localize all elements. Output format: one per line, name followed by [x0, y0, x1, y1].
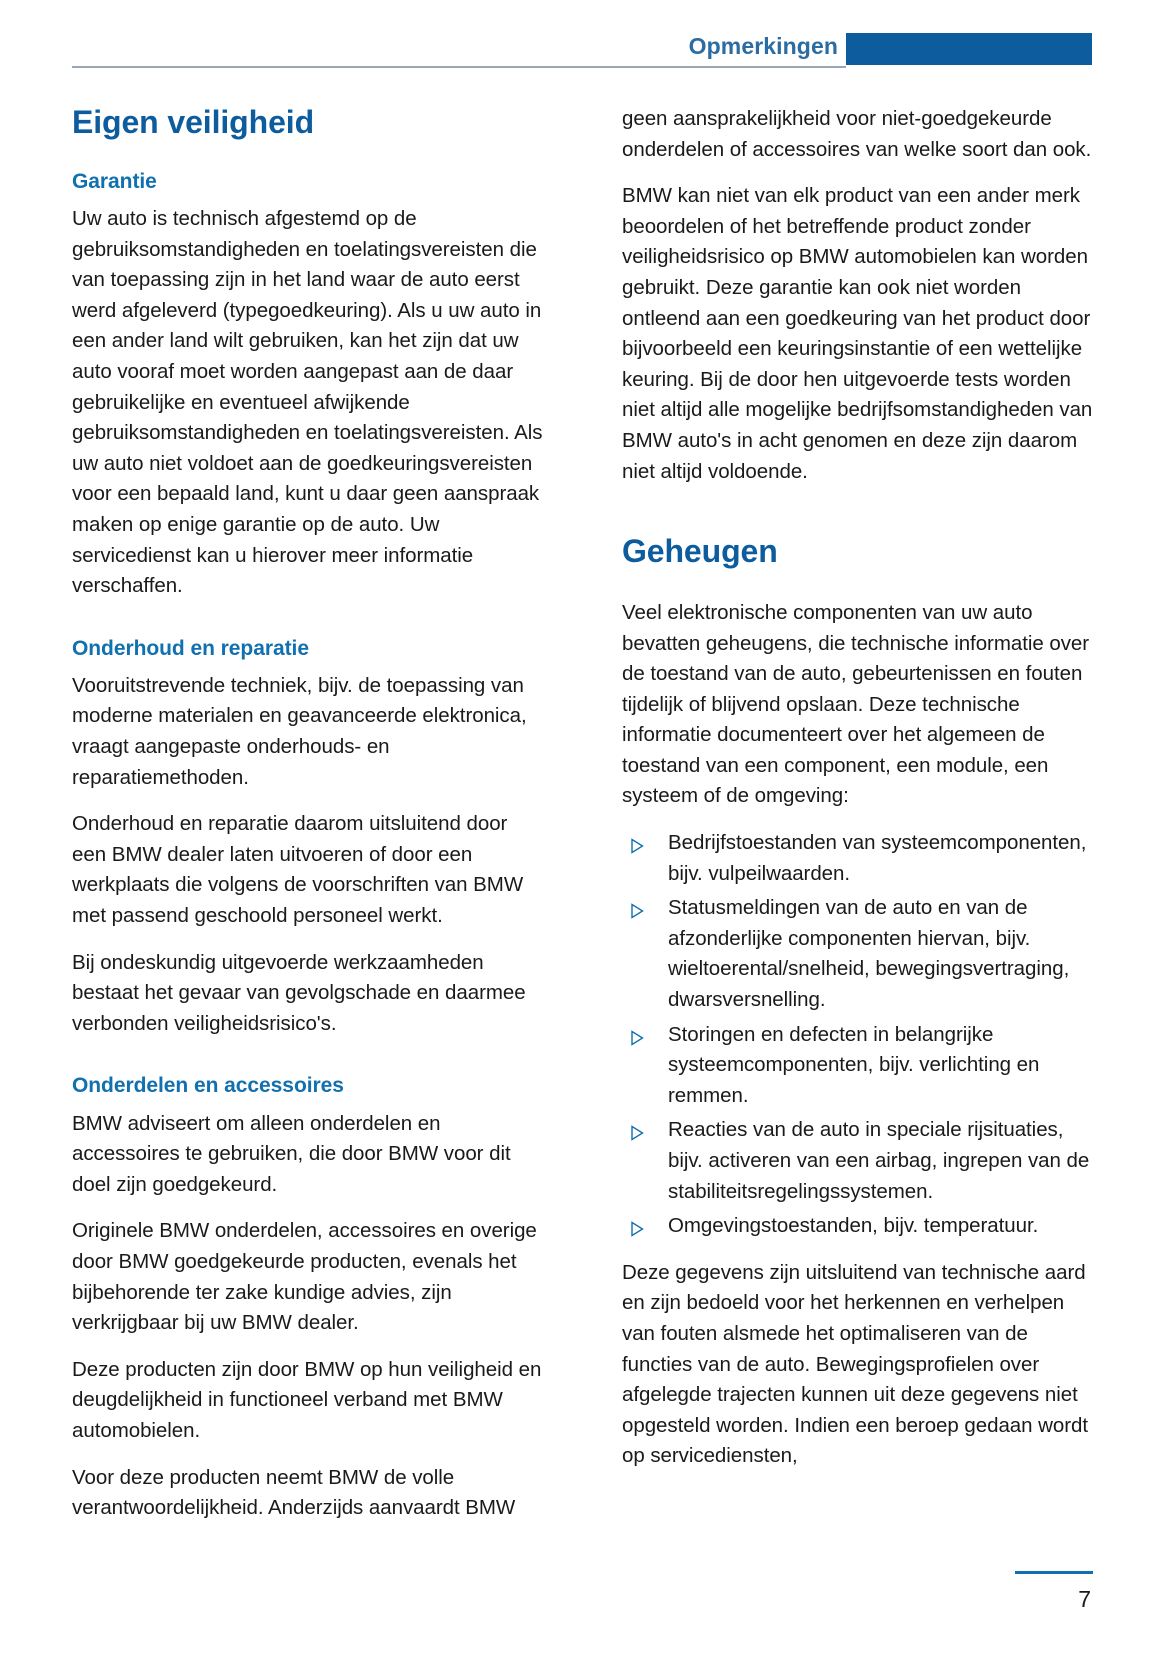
list-item-label: Bedrijfstoestanden van systeemcomponenten, bijv. vulpeilwaarden.: [668, 831, 1087, 885]
paragraph-geheugen-closing: Deze gegevens zijn uitsluitend van technische aard en zijn bedoeld voor het herkennen en verhelpen van fouten alsmede het optimaliseren van de functies van de auto. Bewegingsprofielen over afgelegde trajecten kunnen uit deze gegevens niet opgesteld worden. Indien een beroep gedaan wordt op servicediensten,: [622, 1260, 1089, 1468]
list-item: [622, 1211, 1093, 1242]
paragraph-onderdelen-4: Voor deze producten neemt BMW de volle verantwoordelijkheid. Anderzijds aanvaardt BMW: [72, 1465, 516, 1520]
list-item-label: Reacties van de auto in speciale rijsituaties, bijv. activeren van een airbag, ingrepen van de stabiliteitsregelingssystemen.: [668, 1118, 1090, 1203]
header-divider: [72, 66, 846, 68]
paragraph-geheugen-intro: Veel elektronische componenten van uw auto bevatten geheugens, die technische informatie over de toestand van de auto, gebeurtenissen en fouten tijdelijk of blijvend opslaan. Deze technische informatie documenteert over het algemeen de toestand van een component, een module, een systeem of de omgeving:: [622, 600, 1090, 808]
paragraph-garantie-1: Uw auto is technisch afgestemd op de gebruiksomstandigheden en toelatingsvereisten die van toepassing zijn in het land waar de auto eerst werd afgeleverd (typegoedkeuring). Als u uw auto in een ander land wilt gebruiken, kan het zijn dat uw auto vooraf moet worden aangepast aan de daar gebruikelijke en eventueel afwijkende gebruiksomstandigheden en toelatingsvereisten. Als uw auto niet voldoet aan de goedkeuringsvereisten voor een bepaald land, kunt u daar geen aanspraak maken op enige garantie op de auto. Uw servicedienst kan u hierover meer informatie verschaffen.: [72, 206, 543, 598]
header-blue-block: [846, 33, 1092, 65]
list-item-label: Statusmeldingen van de auto en van de afzonderlijke componenten hiervan, bijv. wieltoerental/snelheid, bewegingsvertraging, dwarsversnelling.: [668, 896, 1070, 1012]
geheugen-bullet-list: [622, 828, 1093, 1242]
paragraph-onderhoud-1: Vooruitstrevende techniek, bijv. de toepassing van moderne materialen en geavanceerde elektronica, vraagt aangepaste onderhouds- en reparatiemethoden.: [72, 673, 527, 789]
header-title: Opmerkingen: [688, 33, 838, 59]
left-column: [72, 104, 544, 1540]
page-columns: [72, 104, 1093, 1540]
paragraph-continued-2: BMW kan niet van elk product van een ander merk beoordelen of het betreffende product zonder veiligheidsrisico op BMW automobielen kan worden gebruikt. Deze garantie kan ook niet worden ontleend aan een goedkeuring van het product door bijvoorbeeld een keuringsinstantie of een wettelijke keuring. Bij de door hen uitgevoerde tests worden niet altijd alle mogelijke bedrijfsomstandigheden van BMW auto's in acht genomen en deze zijn daarom niet altijd voldoende.: [622, 184, 1093, 483]
subheading-onderhoud-en-reparatie: Onderhoud en reparatie: [72, 636, 309, 660]
paragraph-onderhoud-3: Bij ondeskundig uitgevoerde werkzaamheden bestaat het gevaar van gevolgschade en daarmee verbonden veiligheidsrisico's.: [72, 950, 526, 1035]
list-item-label: Storingen en defecten in belangrijke systeemcomponenten, bijv. verlichting en remmen.: [668, 1022, 1040, 1107]
subheading-onderdelen-en-accessoires: Onderdelen en accessoires: [72, 1074, 344, 1098]
list-item: [622, 1115, 1093, 1207]
list-item: [622, 1020, 1093, 1112]
page-number: 7: [1078, 1586, 1091, 1612]
right-column: [622, 104, 1093, 1540]
paragraph-onderhoud-2: Onderhoud en reparatie daarom uitsluitend door een BMW dealer laten uitvoeren of door een werkplaats die volgens de voorschriften van BMW met passend geschoold personeel werkt.: [72, 812, 524, 928]
list-item-label: Omgevingstoestanden, bijv. temperatuur.: [668, 1214, 1039, 1238]
section-heading-eigen-veiligheid: Eigen veiligheid: [72, 104, 315, 140]
page-footer: [1003, 1571, 1093, 1613]
paragraph-onderdelen-2: Originele BMW onderdelen, accessoires en overige door BMW goedgekeurde producten, evenals het bijbehorende ter zake kundige advies, zijn verkrijgbaar bij uw BMW dealer.: [72, 1219, 537, 1335]
list-item: [622, 893, 1093, 1015]
paragraph-continued-1: geen aansprakelijkheid voor niet-goedgekeurde onderdelen of accessoires van welke soort dan ook.: [622, 107, 1092, 161]
subheading-garantie: Garantie: [72, 169, 157, 193]
paragraph-onderdelen-3: Deze producten zijn door BMW op hun veiligheid en deugdelijkheid in functioneel verband met BMW automobielen.: [72, 1357, 542, 1442]
paragraph-onderdelen-1: BMW adviseert om alleen onderdelen en accessoires te gebruiken, die door BMW voor dit doel zijn goedgekeurd.: [72, 1111, 511, 1196]
footer-divider: [1015, 1571, 1093, 1574]
list-item: [622, 828, 1093, 889]
page-header: [0, 0, 1165, 78]
section-heading-geheugen: Geheugen: [622, 533, 778, 570]
